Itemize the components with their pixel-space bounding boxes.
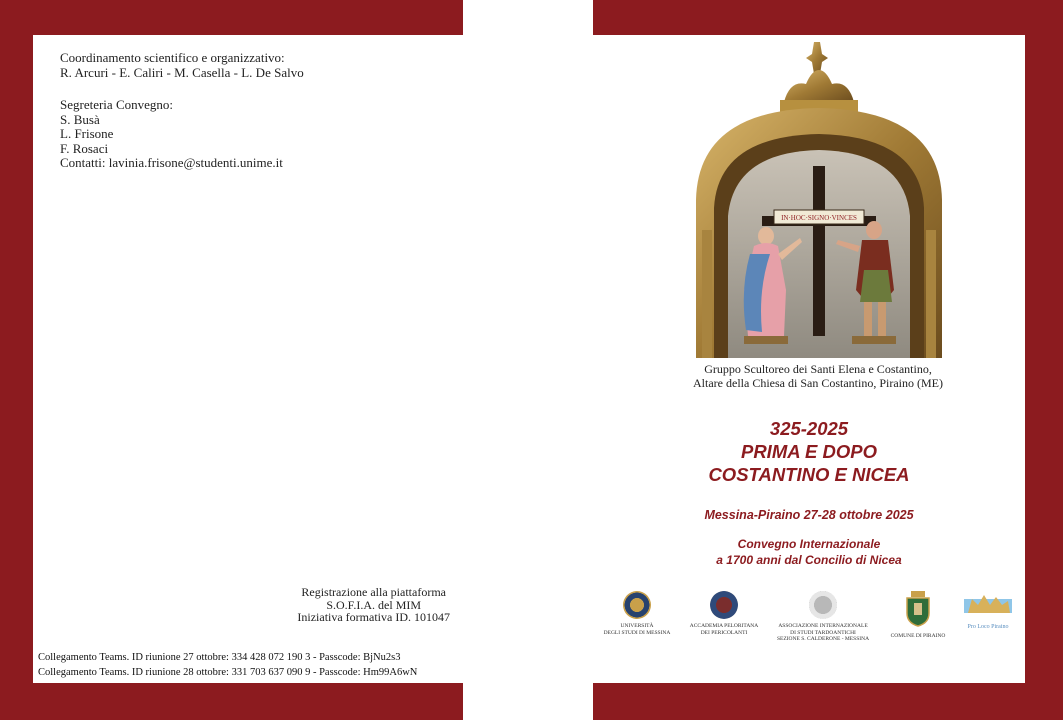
caption-line: Gruppo Scultoreo dei Santi Elena e Costantino, [704,362,932,376]
registration-line: Registrazione alla piattaforma [301,585,446,599]
logo-label: DEI PERICOLANTI [700,629,748,636]
coordination-heading: Coordinamento scientifico e organizzativo: [60,50,285,65]
center-gutter [463,0,593,720]
academy-seal-icon [710,591,738,619]
secretariat-heading: Segreteria Convegno: [60,97,173,112]
logo-label: ASSOCIAZIONE INTERNAZIONALE [778,623,868,629]
teams-link-28[interactable]: Collegamento Teams. ID riunione 28 ottobre: 331 703 637 090 9 - Passcode: Hm99A6wN [38,667,418,678]
conference-subtitle [593,537,1025,568]
image-caption [653,362,983,390]
registration-block [297,586,450,624]
logo-label: COMUNE DI PIRAINO [890,633,946,639]
main-title [593,417,1025,486]
logo-label: DEGLI STUDI DI MESSINA [603,629,671,636]
contacts-email[interactable]: Contatti: lavinia.frisone@studenti.unime.it [60,155,283,170]
secretariat-member: L. Frisone [60,126,114,141]
title-line: COSTANTINO E NICEA [708,464,910,485]
pro-loco-logo-icon [962,591,1014,619]
altar-sculpture-image [688,40,950,358]
teams-links [38,650,417,680]
secretariat-member: F. Rosaci [60,140,109,156]
logo-proloco [959,591,1017,631]
logo-label: UNIVERSITÀ [620,623,654,629]
conference-line: a 1700 anni dal Concilio di Nicea [716,552,902,567]
logo-label: SEZIONE S. CALDERONE - MESSINA [776,636,870,642]
conference-line: Convegno Internazionale [737,537,881,551]
secretariat-member: S. Busà [60,111,100,127]
sponsor-logos [593,591,1025,661]
logo-accademia [683,591,765,636]
title-years: 325-2025 [769,418,849,439]
logo-label: DI STUDI TARDOANTICHI [790,629,856,636]
teams-link-27[interactable]: Collegamento Teams. ID riunione 27 ottobre: 334 428 072 190 3 - Passcode: BjNu2s3 [38,652,401,663]
left-page [33,35,465,683]
registration-line: S.O.F.I.A. del MIM [326,597,422,612]
title-line: PRIMA E DOPO [740,441,878,462]
coordination-block [60,51,304,80]
registration-line: Iniziativa formativa ID. 101047 [297,610,450,624]
coordination-names: R. Arcuri - E. Caliri - M. Casella - L. De Salvo [60,64,304,80]
statue-inscription: IN·HOC·SIGNO·VINCES [781,214,857,222]
coat-of-arms-icon [905,591,931,627]
logo-label: Pro Loco Piraino [967,624,1009,630]
association-seal-icon [809,591,837,619]
logo-label: ACCADEMIA PELORITANA [689,623,759,629]
logo-comune [883,591,953,640]
logo-unime [601,591,673,636]
date-place: Messina-Piraino 27-28 ottobre 2025 [704,508,914,522]
caption-line: Altare della Chiesa di San Costantino, Piraino (ME) [693,376,943,390]
right-page [593,35,1025,683]
logo-association [773,591,873,643]
secretariat-block [60,98,283,171]
university-seal-icon [623,591,651,619]
